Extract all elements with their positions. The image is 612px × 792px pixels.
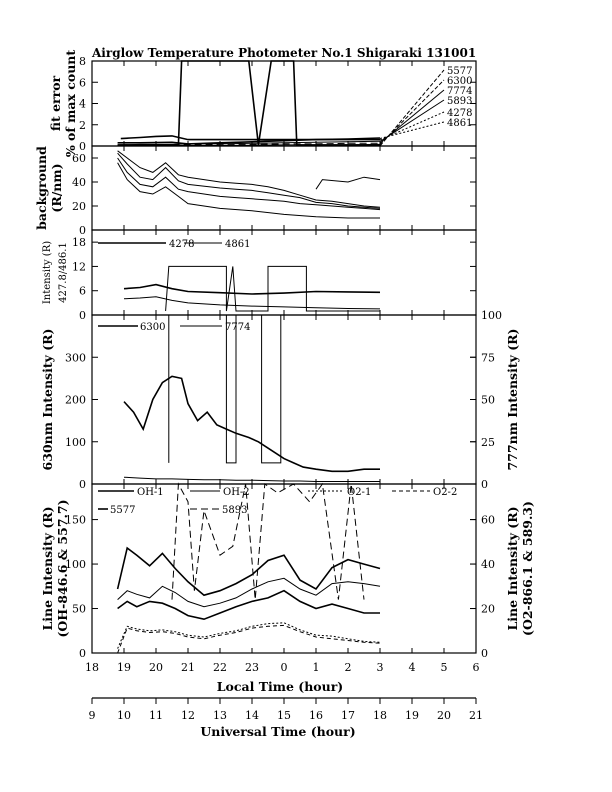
y-tick-label: 0 xyxy=(79,647,86,660)
y-axis-label: Line Intensity (R) xyxy=(40,506,55,631)
series-line xyxy=(166,266,380,311)
y2-axis-label: 777nm Intensity (R) xyxy=(505,328,520,471)
y2-tick-label: 100 xyxy=(481,309,502,322)
ut-tick-label: 20 xyxy=(437,709,451,722)
y-tick-label: 8 xyxy=(79,55,86,68)
y-tick-label: 60 xyxy=(72,152,86,165)
y-tick-label: 0 xyxy=(79,309,86,322)
ut-tick-label: 14 xyxy=(245,709,259,722)
ut-tick-label: 12 xyxy=(181,709,195,722)
legend-label: 7774 xyxy=(447,86,473,97)
y-tick-label: 200 xyxy=(65,393,86,407)
y2-tick-label: 75 xyxy=(481,351,495,365)
y2-tick-label: 25 xyxy=(481,435,495,449)
y-tick-label: 12 xyxy=(72,260,86,274)
panel-frame xyxy=(92,61,476,146)
local-tick-label: 21 xyxy=(181,661,195,674)
panel-background xyxy=(34,146,476,237)
local-tick-label: 1 xyxy=(312,661,320,674)
y-tick-label: 40 xyxy=(72,176,86,189)
local-tick-label: 22 xyxy=(213,661,227,674)
panel-frame xyxy=(92,146,476,230)
legend-label: 5893 xyxy=(222,505,248,516)
local-tick-label: 5 xyxy=(440,661,448,674)
local-time-axis xyxy=(85,661,480,674)
local-tick-label: 18 xyxy=(85,661,99,674)
y2-tick-label: 20 xyxy=(481,602,495,616)
y-tick-label: 100 xyxy=(65,558,86,572)
legend-label: 4278 xyxy=(169,239,195,250)
local-tick-label: 0 xyxy=(280,661,288,674)
ut-tick-label: 10 xyxy=(117,709,131,722)
y-tick-label: 4 xyxy=(79,97,86,111)
panel-630-777-intensity xyxy=(40,309,520,491)
y2-axis-label: (O2-866.1 & 589.3) xyxy=(520,501,535,636)
local-tick-label: 3 xyxy=(376,661,384,674)
panel-line-intensity xyxy=(40,484,535,660)
legend-label: 5893 xyxy=(447,96,473,107)
series-line xyxy=(118,625,380,653)
y-axis-label: fit error xyxy=(48,75,63,132)
legend-label: 6300 xyxy=(447,76,473,87)
local-tick-label: 23 xyxy=(245,661,259,674)
legend-label: 4861 xyxy=(225,239,251,250)
y-axis-label: % of max count xyxy=(63,49,78,158)
y2-axis-label: Line Intensity (R) xyxy=(505,506,520,631)
ut-tick-label: 11 xyxy=(149,709,163,722)
y-tick-label: 100 xyxy=(65,435,86,449)
legend-label: OH-1 xyxy=(137,487,164,498)
universal-time-label: Universal Time (hour) xyxy=(200,724,356,739)
legend-label: 5577 xyxy=(447,66,473,77)
panel-frame xyxy=(92,484,476,653)
ut-tick-label: 15 xyxy=(277,709,291,722)
y-tick-label: 6 xyxy=(79,284,86,298)
legend-label: 4278 xyxy=(447,108,473,119)
series-line xyxy=(316,177,380,189)
legend-label: O2-1 xyxy=(347,487,372,498)
legend-label: OH-2 xyxy=(223,487,250,498)
legend-leader xyxy=(380,122,444,139)
series-line xyxy=(118,591,380,620)
y-axis-label: (OH-846.6 & 557.7) xyxy=(55,499,70,638)
local-tick-label: 20 xyxy=(149,661,163,674)
series-line xyxy=(118,623,380,649)
local-time-label: Local Time (hour) xyxy=(216,679,344,694)
panel-intensity-4278-4861 xyxy=(42,230,476,322)
y-tick-label: 0 xyxy=(79,140,86,153)
y-tick-label: 0 xyxy=(79,224,86,237)
y-axis-label: 427.8/486.1 xyxy=(58,242,69,303)
y-tick-label: 18 xyxy=(72,236,86,250)
y-tick-label: 150 xyxy=(65,513,86,527)
series-line xyxy=(124,297,380,309)
series-line xyxy=(118,548,380,595)
ut-tick-label: 21 xyxy=(469,709,483,722)
legend-label: 5577 xyxy=(110,505,136,516)
local-tick-label: 2 xyxy=(344,661,352,674)
ut-tick-label: 17 xyxy=(341,709,355,722)
legend-label: O2-2 xyxy=(433,487,458,498)
legend-label: 7774 xyxy=(225,322,251,333)
ut-tick-label: 19 xyxy=(405,709,419,722)
local-tick-label: 4 xyxy=(408,661,416,674)
series-line xyxy=(169,315,380,463)
panel-fit-error xyxy=(48,50,476,158)
ut-tick-label: 16 xyxy=(309,709,323,722)
ut-tick-label: 18 xyxy=(373,709,387,722)
y-tick-label: 0 xyxy=(79,478,86,491)
local-tick-label: 19 xyxy=(117,661,131,674)
series-line xyxy=(118,153,380,208)
universal-time-axis xyxy=(89,698,484,722)
y-axis-label: background xyxy=(34,146,49,230)
legend-leader xyxy=(380,100,444,142)
y2-tick-label: 60 xyxy=(481,513,495,527)
legend-label: 6300 xyxy=(140,322,166,333)
y2-tick-label: 40 xyxy=(481,558,495,572)
y2-tick-label: 50 xyxy=(481,393,495,407)
series-line xyxy=(124,376,380,471)
y-tick-label: 6 xyxy=(79,76,86,90)
y-axis-label: 630nm Intensity (R) xyxy=(40,328,55,471)
page-title: Airglow Temperature Photometer No.1 Shigaraki 131001 xyxy=(92,46,477,60)
series-line xyxy=(124,285,380,294)
y-tick-label: 2 xyxy=(79,118,86,132)
y-axis-label: (R/nm) xyxy=(49,163,64,213)
series-line xyxy=(118,61,380,145)
ut-tick-label: 13 xyxy=(213,709,227,722)
y2-tick-label: 0 xyxy=(481,478,488,491)
y2-tick-label: 0 xyxy=(481,647,488,660)
y-axis-label: Intensity (R) xyxy=(42,240,53,305)
y-tick-label: 300 xyxy=(65,351,86,365)
local-tick-label: 6 xyxy=(472,661,480,674)
legend-label: 4861 xyxy=(447,118,473,129)
y-tick-label: 50 xyxy=(72,602,86,616)
ut-tick-label: 9 xyxy=(88,709,96,722)
y-tick-label: 20 xyxy=(72,200,86,213)
